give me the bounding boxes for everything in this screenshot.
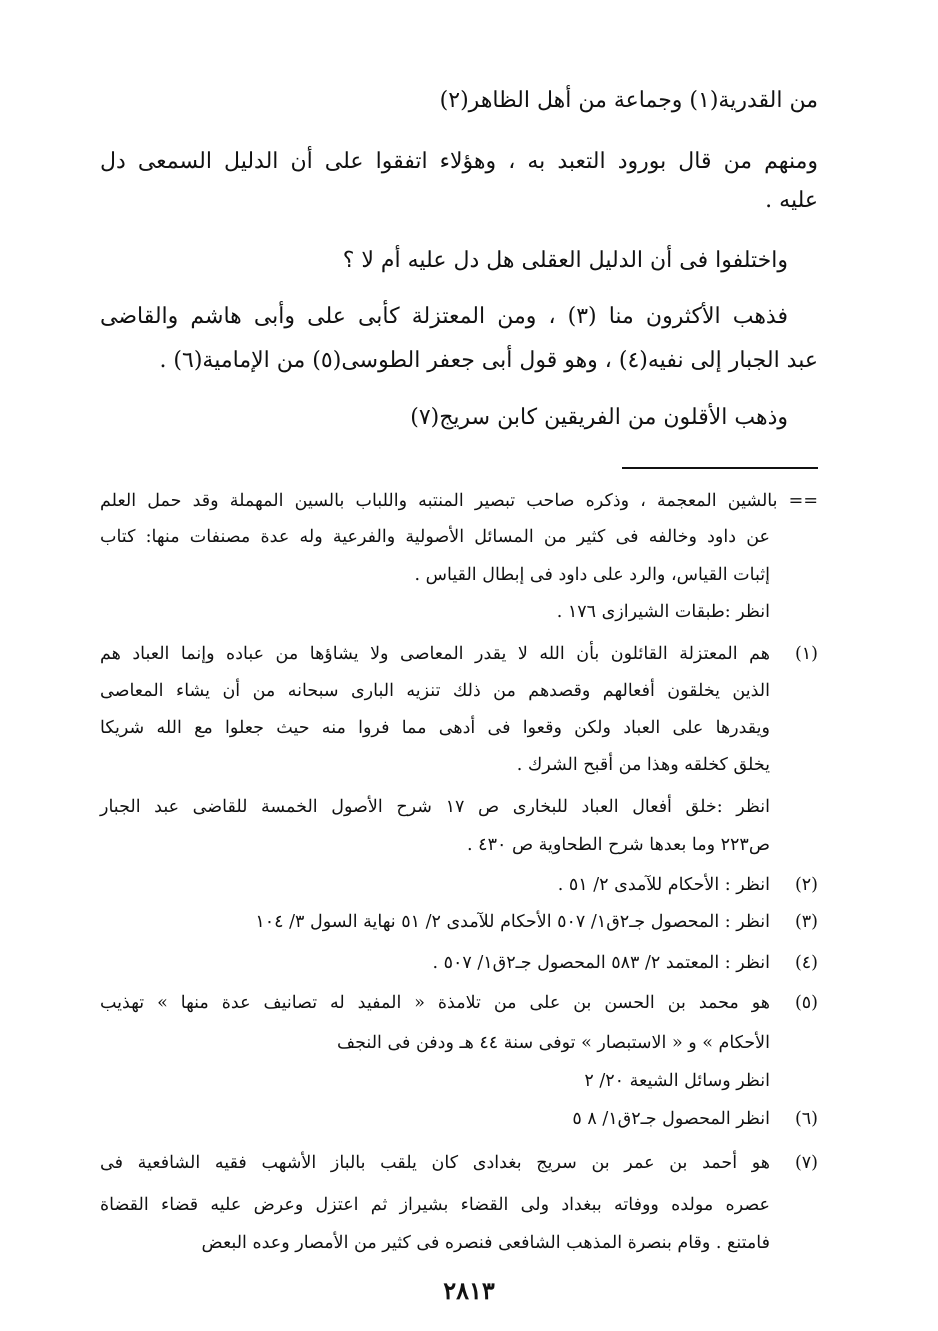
footnote-4-number: (٤) <box>794 953 818 973</box>
footnote-7-number: (٧) <box>794 1153 818 1173</box>
main-text-line-4: واختلفوا فى أن الدليل العقلى هل دل عليه أم لا ؟ <box>342 248 788 273</box>
footnote-1-line-3: ويقدرها على العباد ولكن وقعوا فى أدهى مما فروا منه حيث جعلوا مع الله شريكا <box>100 718 770 738</box>
footnote-7-line-3: فامتنع . وقام بنصرة المذهب الشافعى فنصره فى كثير من الأمصار وعده البعض <box>201 1233 770 1253</box>
footnote-3-text: انظر : المحصول جـ٢ق١/ ٥٠٧ الأحكام للآمدى ٢/ ٥١ نهاية السول ٣/ ١٠٤ <box>255 912 770 932</box>
footnote-1-line-2: الذين يخلقون أفعالهم وقصدهم من ذلك تنزيه البارى سبحانه من أن يشاء المعاصى <box>100 681 770 701</box>
footnote-6-number: (٦) <box>794 1109 818 1129</box>
footnote-continued-line-1: == بالشين المعجمة ، وذكره صاحب تبصير المنتبه واللباب بالسين المهملة وقد حمل العلم <box>100 491 818 511</box>
footnote-4-text: انظر : المعتمد ٢/ ٥٨٣ المحصول جـ٢ق١/ ٥٠٧ . <box>432 953 770 973</box>
footnote-2-number: (٢) <box>794 875 818 895</box>
footnote-5-number: (٥) <box>794 993 818 1013</box>
page-number: ٢٨١٣ <box>443 1276 495 1305</box>
main-text-line-5: فذهب الأكثرون منا (٣) ، ومن المعتزلة كأبى على وأبى هاشم والقاضى <box>100 304 788 329</box>
footnote-continued-line-2: عن داود وخالفه فى كثير من المسائل الأصولية والفرعية وله عدة مصنفات منها: كتاب <box>100 527 770 547</box>
main-text-line-6: عبد الجبار إلى نفيه(٤) ، وهو قول أبى جعفر الطوسى(٥) من الإمامية(٦) . <box>159 348 818 373</box>
main-text-line-3: عليه . <box>765 188 818 213</box>
footnote-5-line-1: هو محمد بن الحسن بن على من تلامذة « المفيد له تصانيف عدة منها » تهذيب <box>100 993 770 1013</box>
footnote-5-line-2: الأحكام » و « الاستبصار » توفى سنة ٤٤ هـ ودفن فى النجف <box>337 1033 770 1053</box>
footnote-7-line-1: هو أحمد بن عمر بن سريج بغدادى كان يلقب بالباز الأشهب فقيه الشافعية فى <box>100 1153 770 1173</box>
footnote-7-line-2: عصره مولده ووفاته ببغداد ولى القضاء بشيراز ثم اعتزل وعرض عليه قضاء القضاة <box>100 1195 770 1215</box>
main-text-line-7: وذهب الأقلون من الفريقين كابن سريج(٧) <box>410 405 788 430</box>
main-text-line-1: من القدرية(١) وجماعة من أهل الظاهر(٢) <box>439 88 818 113</box>
footnote-continued-line-3: إثبات القياس، والرد على داود فى إبطال القياس . <box>414 565 770 585</box>
footnote-1-line-4: يخلق كخلقه وهذا من أقبح الشرك . <box>516 755 770 775</box>
footnote-2-text: انظر : الأحكام للآمدى ٢/ ٥١ . <box>557 875 770 895</box>
footnote-1-number: (١) <box>794 644 818 664</box>
footnote-5-line-3: انظر وسائل الشيعة ٢٠/ ٢ <box>584 1071 770 1091</box>
footnote-separator <box>622 467 818 469</box>
main-text-line-2: ومنهم من قال بورود التعبد به ، وهؤلاء اتفقوا على أن الدليل السمعى دل <box>100 149 818 174</box>
footnote-3-number: (٣) <box>794 912 818 932</box>
footnote-6-text: انظر المحصول جـ٢ق١/ ٨ ٥ <box>572 1109 770 1129</box>
footnote-continued-line-4: انظر :طبقات الشيرازى ١٧٦ . <box>556 602 770 622</box>
footnote-1-line-5: انظر :خلق أفعال العباد للبخارى ص ١٧ شرح الأصول الخمسة للقاضى عبد الجبار <box>100 797 770 817</box>
footnote-1-line-1: هم المعتزلة القائلون بأن الله لا يقدر المعاصى ولا يشاؤها من عباده وإنما العباد هم <box>100 644 770 664</box>
footnote-1-line-6: ص٢٢٣ وما بعدها شرح الطحاوية ص ٤٣٠ . <box>467 835 770 855</box>
